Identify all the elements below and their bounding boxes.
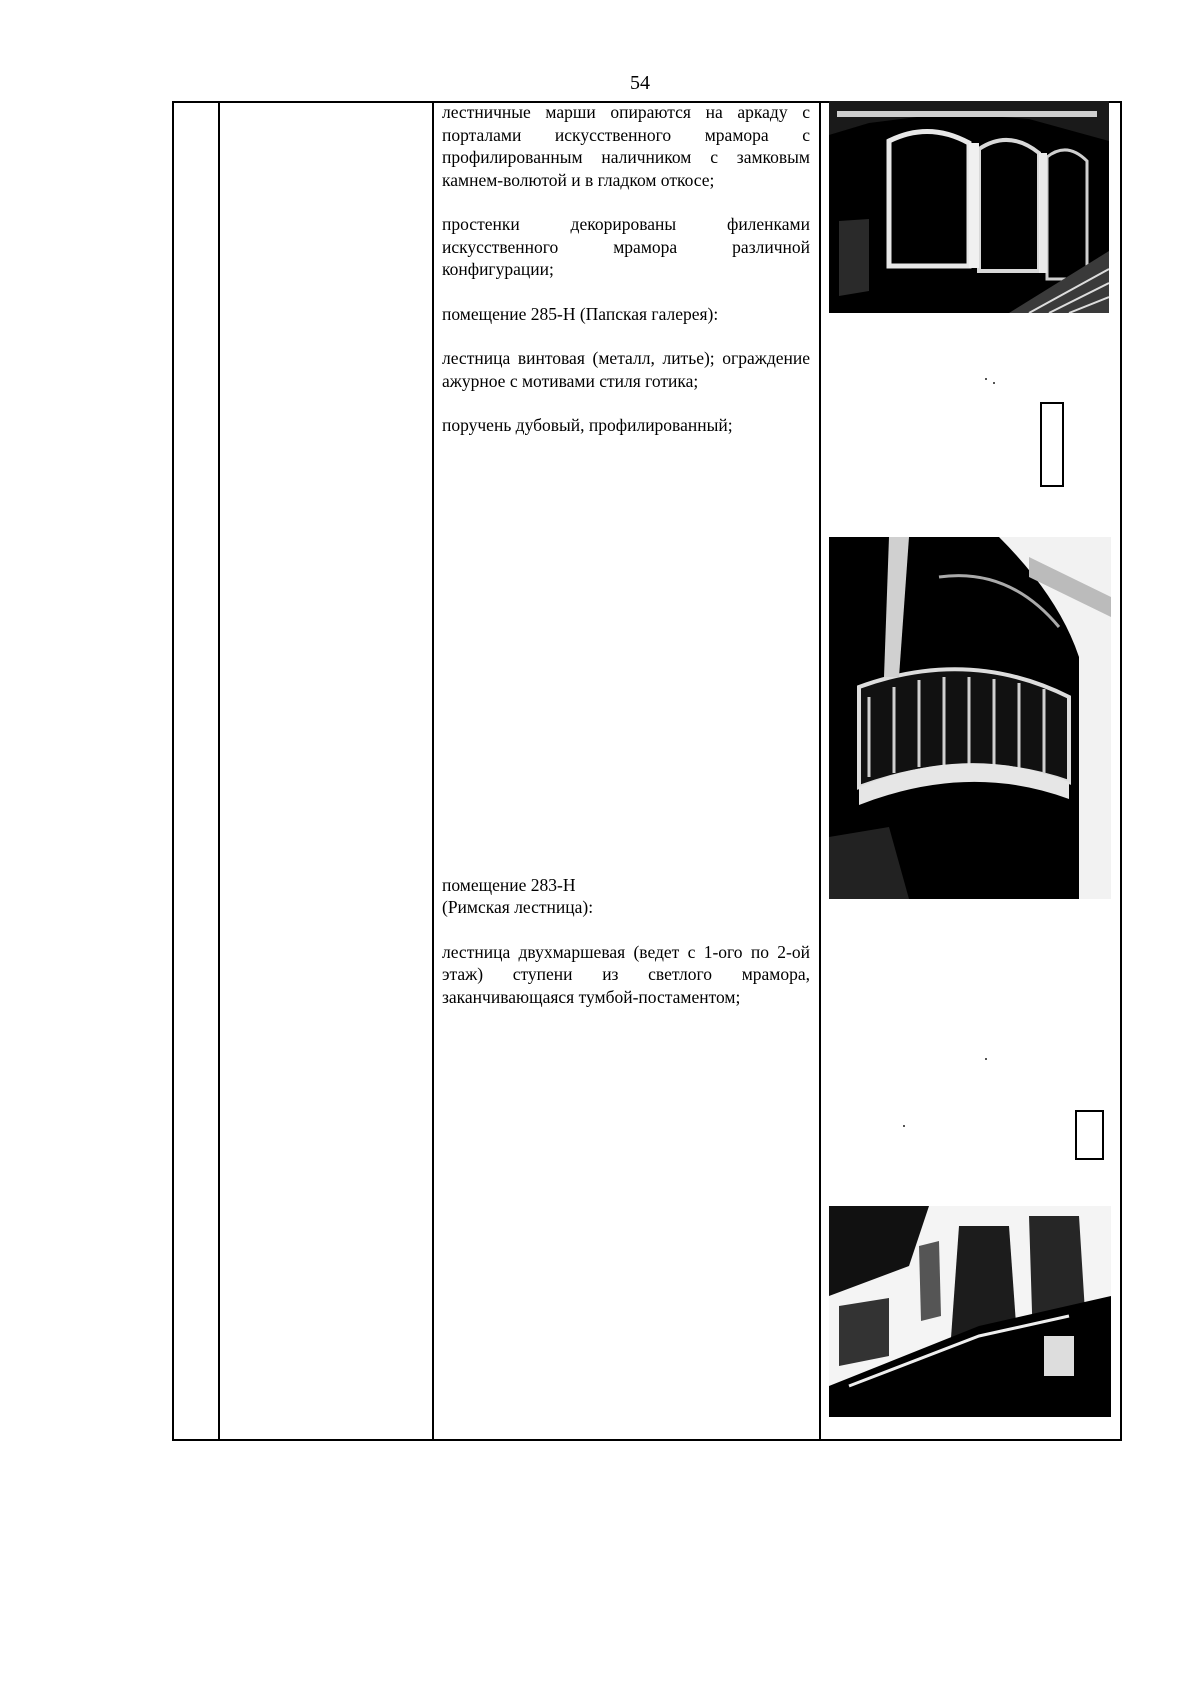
description-column [442, 101, 810, 1008]
paragraph-room-283: помещение 283-Н [442, 874, 576, 895]
scan-speck [985, 1058, 987, 1060]
paragraph-handrail: поручень дубовый, профилированный; [442, 415, 733, 435]
paragraph-room-285: помещение 285-Н (Папская галерея): [442, 303, 719, 324]
scan-speck [993, 382, 995, 384]
paragraph-walls: простенки декорированы филенками искусственного мрамора различной конфигурации; [442, 214, 810, 279]
placeholder-frame [1040, 402, 1064, 487]
scan-speck [903, 1125, 905, 1127]
paragraph-spiral-stair: лестница винтовая (металл, литье); ограждение ажурное с мотивами стиля готика; [442, 348, 810, 391]
column-divider [819, 103, 821, 1439]
page-number: 54 [630, 72, 650, 94]
scan-speck [985, 378, 987, 380]
column-divider [218, 103, 220, 1439]
arcade-photo [829, 101, 1109, 313]
roman-staircase-photo [829, 1206, 1111, 1417]
column-divider [432, 103, 434, 1439]
paragraph-arcade: лестничные марши опираются на аркаду с порталами искусственного мрамора с профилированным наличником с замковым камнем-волютой и в гладком откосе; [442, 102, 810, 190]
placeholder-frame [1075, 1110, 1104, 1160]
spiral-staircase-photo [829, 537, 1111, 899]
paragraph-two-flight-stair: лестница двухмаршевая (ведет с 1-ого по 2-ой этаж) ступени из светлого мрамора, заканчивающаяся тумбой-постаментом; [442, 941, 810, 1007]
paragraph-roman-stair: (Римская лестница): [442, 897, 594, 917]
